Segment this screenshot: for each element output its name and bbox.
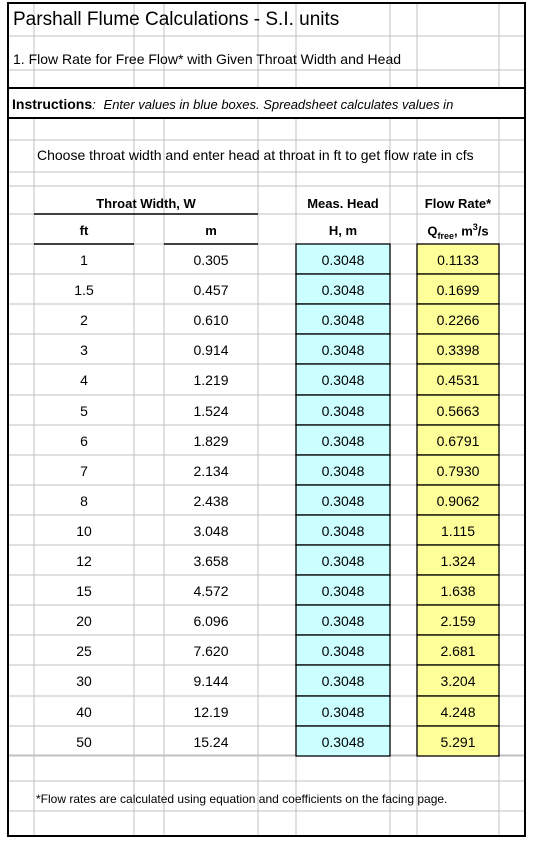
cell-flow-rate: 3.204 bbox=[440, 673, 476, 689]
cell-head-input[interactable]: 0.3048 bbox=[321, 734, 365, 750]
cell-head-input[interactable]: 0.3048 bbox=[321, 493, 365, 509]
cell-flow-rate: 2.681 bbox=[440, 643, 476, 659]
cell-head-input[interactable]: 0.3048 bbox=[321, 583, 365, 599]
cell-head-input[interactable]: 0.3048 bbox=[321, 372, 365, 388]
q-mid: , m bbox=[453, 223, 473, 239]
instructions-colon: : bbox=[92, 97, 96, 112]
cell-width-ft: 40 bbox=[76, 704, 92, 720]
cell-width-ft: 12 bbox=[76, 553, 92, 569]
header-flow-rate: Flow Rate* bbox=[424, 196, 492, 211]
cell-width-m: 0.914 bbox=[193, 342, 229, 358]
cell-head-input[interactable]: 0.3048 bbox=[321, 433, 365, 449]
cell-width-m: 0.610 bbox=[193, 312, 229, 328]
cell-flow-rate: 0.2266 bbox=[436, 312, 480, 328]
q-subscript: free bbox=[437, 230, 454, 241]
cell-width-ft: 15 bbox=[76, 583, 92, 599]
instructions-label: Instructions bbox=[12, 96, 93, 112]
cell-width-m: 12.19 bbox=[193, 704, 229, 720]
q-suffix: /s bbox=[477, 223, 489, 239]
cell-width-m: 0.305 bbox=[193, 252, 229, 268]
header-h-m: H, m bbox=[328, 223, 358, 238]
footnote: *Flow rates are calculated using equation and coefficients on the facing page. bbox=[36, 792, 448, 806]
choose-instruction: Choose throat width and enter head at throat in ft to get flow rate in cfs bbox=[37, 147, 474, 163]
cell-width-m: 7.620 bbox=[193, 643, 229, 659]
cell-flow-rate: 2.159 bbox=[440, 613, 476, 629]
instructions-text: Enter values in blue boxes. Spreadsheet calculates values in bbox=[103, 97, 454, 112]
header-q-free bbox=[417, 223, 499, 241]
cell-flow-rate: 0.5663 bbox=[436, 403, 480, 419]
cell-width-m: 2.438 bbox=[193, 493, 229, 509]
cell-head-input[interactable]: 0.3048 bbox=[321, 613, 365, 629]
cell-flow-rate: 0.1699 bbox=[436, 282, 480, 298]
cell-width-m: 1.524 bbox=[193, 403, 229, 419]
cell-head-input[interactable]: 0.3048 bbox=[321, 553, 365, 569]
cell-flow-rate: 0.7930 bbox=[436, 463, 480, 479]
cell-flow-rate: 0.6791 bbox=[436, 433, 480, 449]
cell-width-ft: 10 bbox=[76, 523, 92, 539]
cell-width-ft: 20 bbox=[76, 613, 92, 629]
cell-width-m: 3.048 bbox=[193, 523, 229, 539]
cell-width-ft: 2 bbox=[80, 312, 88, 328]
cell-flow-rate: 0.3398 bbox=[436, 342, 480, 358]
cell-width-m: 9.144 bbox=[193, 673, 229, 689]
cell-head-input[interactable]: 0.3048 bbox=[321, 403, 365, 419]
cell-width-ft: 7 bbox=[80, 463, 88, 479]
cell-width-m: 0.457 bbox=[193, 282, 229, 298]
cell-flow-rate: 0.9062 bbox=[436, 493, 480, 509]
cell-head-input[interactable]: 0.3048 bbox=[321, 463, 365, 479]
header-meas-head: Meas. Head bbox=[307, 196, 379, 211]
cell-flow-rate: 0.1133 bbox=[437, 252, 479, 268]
cell-width-m: 1.219 bbox=[193, 372, 229, 388]
section-subtitle: 1. Flow Rate for Free Flow* with Given Throat Width and Head bbox=[13, 51, 402, 67]
cell-head-input[interactable]: 0.3048 bbox=[321, 282, 365, 298]
cell-width-m: 15.24 bbox=[193, 734, 229, 750]
cell-width-ft: 6 bbox=[80, 433, 88, 449]
q-superscript: 3 bbox=[472, 222, 478, 232]
instructions-line bbox=[12, 97, 453, 111]
cell-width-ft: 4 bbox=[80, 372, 88, 388]
cell-width-m: 2.134 bbox=[193, 463, 229, 479]
cell-width-ft: 5 bbox=[80, 403, 88, 419]
cell-flow-rate: 4.248 bbox=[440, 704, 476, 720]
cell-width-ft: 1 bbox=[80, 252, 88, 268]
cell-width-ft: 3 bbox=[80, 342, 88, 358]
cell-flow-rate: 5.291 bbox=[440, 734, 476, 750]
cell-width-ft: 8 bbox=[80, 493, 88, 509]
header-ft: ft bbox=[79, 223, 89, 238]
cell-width-ft: 30 bbox=[76, 673, 92, 689]
cell-width-ft: 25 bbox=[76, 643, 92, 659]
cell-width-ft: 1.5 bbox=[74, 282, 94, 298]
cell-head-input[interactable]: 0.3048 bbox=[321, 643, 365, 659]
cell-head-input[interactable]: 0.3048 bbox=[321, 523, 365, 539]
q-prefix: Q bbox=[427, 223, 438, 239]
cell-flow-rate: 1.324 bbox=[440, 553, 476, 569]
cell-flow-rate: 0.4531 bbox=[436, 372, 480, 388]
cell-flow-rate: 1.115 bbox=[441, 523, 475, 539]
cell-width-m: 1.829 bbox=[193, 433, 229, 449]
cell-head-input[interactable]: 0.3048 bbox=[321, 342, 365, 358]
cell-width-m: 6.096 bbox=[193, 613, 229, 629]
cell-head-input[interactable]: 0.3048 bbox=[321, 252, 365, 268]
sheet-title: Parshall Flume Calculations - S.I. units bbox=[13, 9, 340, 30]
cell-width-m: 4.572 bbox=[193, 583, 229, 599]
cell-head-input[interactable]: 0.3048 bbox=[321, 312, 365, 328]
cell-width-m: 3.658 bbox=[193, 553, 229, 569]
cell-head-input[interactable]: 0.3048 bbox=[321, 704, 365, 720]
cell-flow-rate: 1.638 bbox=[440, 583, 476, 599]
cell-head-input[interactable]: 0.3048 bbox=[321, 673, 365, 689]
header-throat-width: Throat Width, W bbox=[96, 196, 196, 211]
cell-width-ft: 50 bbox=[76, 734, 92, 750]
header-m: m bbox=[205, 223, 217, 238]
